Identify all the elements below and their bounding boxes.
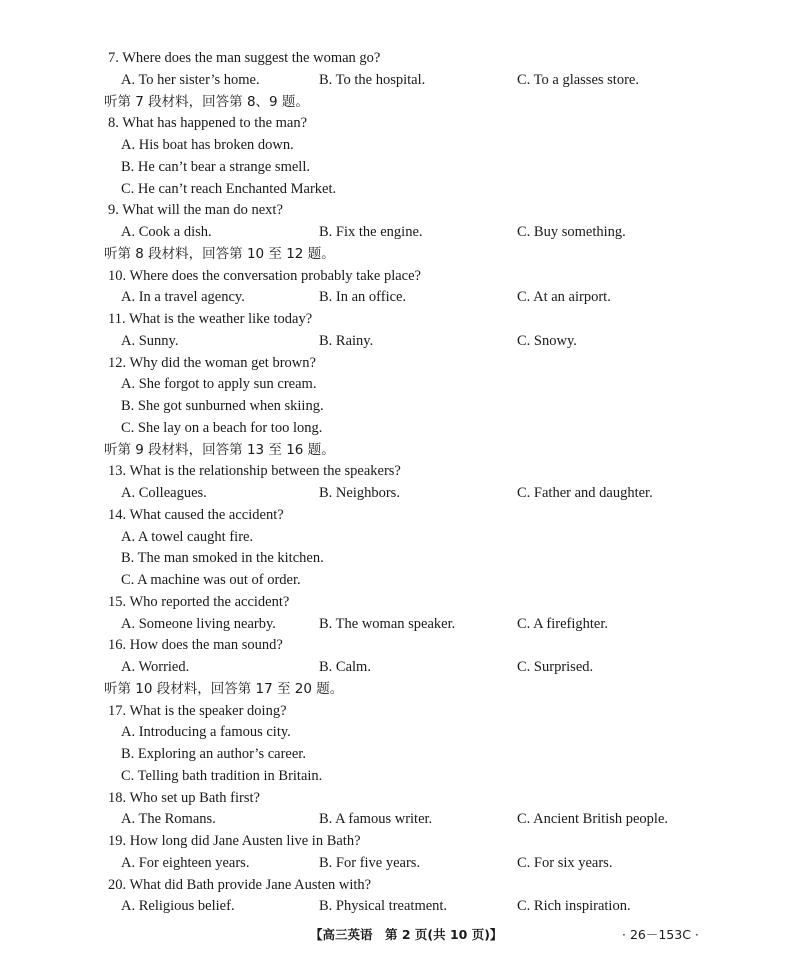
question-text: 7. Where does the man suggest the woman go? xyxy=(108,50,381,66)
question-text: 12. Why did the woman get brown? xyxy=(108,355,316,371)
question-text: 20. What did Bath provide Jane Austen with? xyxy=(108,877,372,893)
option-c: C. At an airport. xyxy=(517,289,611,305)
option-line: C. Telling bath tradition in Britain. xyxy=(121,768,323,784)
option-a: A. For eighteen years. xyxy=(121,855,250,871)
question-text: 18. Who set up Bath first? xyxy=(108,790,260,806)
option-line: A. Introducing a famous city. xyxy=(121,724,291,740)
option-c: C. Rich inspiration. xyxy=(517,898,631,914)
question-text: 10. Where does the conversation probably take place? xyxy=(108,268,421,284)
option-line: B. Exploring an author’s career. xyxy=(121,746,306,762)
section-instruction: 听第 10 段材料，回答第 17 至 20 题。 xyxy=(104,681,344,697)
section-instruction: 听第 8 段材料，回答第 10 至 12 题。 xyxy=(104,246,335,262)
option-line: C. A machine was out of order. xyxy=(121,572,301,588)
option-b: B. Calm. xyxy=(319,659,371,675)
question-text: 16. How does the man sound? xyxy=(108,637,283,653)
question-text: 11. What is the weather like today? xyxy=(108,311,313,327)
option-a: A. Cook a dish. xyxy=(121,224,212,240)
option-a: A. Someone living nearby. xyxy=(121,616,276,632)
option-a: A. Worried. xyxy=(121,659,190,675)
option-a: A. Sunny. xyxy=(121,333,179,349)
page-footer-title: 【高三英语 第 2 页(共 10 页)】 xyxy=(310,927,503,942)
option-a: A. In a travel agency. xyxy=(121,289,245,305)
option-b: B. A famous writer. xyxy=(319,811,433,827)
question-text: 19. How long did Jane Austen live in Bath? xyxy=(108,833,361,849)
option-b: B. Neighbors. xyxy=(319,485,400,501)
option-line: A. His boat has broken down. xyxy=(121,137,294,153)
page-footer-code: · 26－153C · xyxy=(622,927,699,942)
option-b: B. Physical treatment. xyxy=(319,898,448,914)
option-b: B. The woman speaker. xyxy=(319,616,456,632)
option-a: A. Religious belief. xyxy=(121,898,235,914)
option-line: A. She forgot to apply sun cream. xyxy=(121,376,317,392)
question-text: 15. Who reported the accident? xyxy=(108,594,290,610)
option-a: A. The Romans. xyxy=(121,811,216,827)
option-c: C. For six years. xyxy=(517,855,613,871)
option-c: C. Surprised. xyxy=(517,659,594,675)
option-b: B. For five years. xyxy=(319,855,421,871)
question-text: 14. What caused the accident? xyxy=(108,507,284,523)
option-line: B. He can’t bear a strange smell. xyxy=(121,159,310,175)
question-text: 8. What has happened to the man? xyxy=(108,115,308,131)
section-instruction: 听第 7 段材料，回答第 8、9 题。 xyxy=(104,94,309,110)
option-a: A. To her sister’s home. xyxy=(121,72,260,88)
question-text: 17. What is the speaker doing? xyxy=(108,703,287,719)
option-c: C. Ancient British people. xyxy=(517,811,669,827)
option-line: C. He can’t reach Enchanted Market. xyxy=(121,181,337,197)
option-b: B. To the hospital. xyxy=(319,72,426,88)
option-b: B. Fix the engine. xyxy=(319,224,423,240)
option-b: B. Rainy. xyxy=(319,333,374,349)
option-c: C. A firefighter. xyxy=(517,616,609,632)
option-line: C. She lay on a beach for too long. xyxy=(121,420,323,436)
option-b: B. In an office. xyxy=(319,289,407,305)
option-line: A. A towel caught fire. xyxy=(121,529,254,545)
option-a: A. Colleagues. xyxy=(121,485,207,501)
option-c: C. Buy something. xyxy=(517,224,626,240)
option-line: B. She got sunburned when skiing. xyxy=(121,398,324,414)
option-c: C. Snowy. xyxy=(517,333,577,349)
question-text: 13. What is the relationship between the speakers? xyxy=(108,463,401,479)
option-c: C. To a glasses store. xyxy=(517,72,639,88)
option-line: B. The man smoked in the kitchen. xyxy=(121,550,324,566)
option-c: C. Father and daughter. xyxy=(517,485,653,501)
section-instruction: 听第 9 段材料，回答第 13 至 16 题。 xyxy=(104,442,335,458)
question-text: 9. What will the man do next? xyxy=(108,202,283,218)
